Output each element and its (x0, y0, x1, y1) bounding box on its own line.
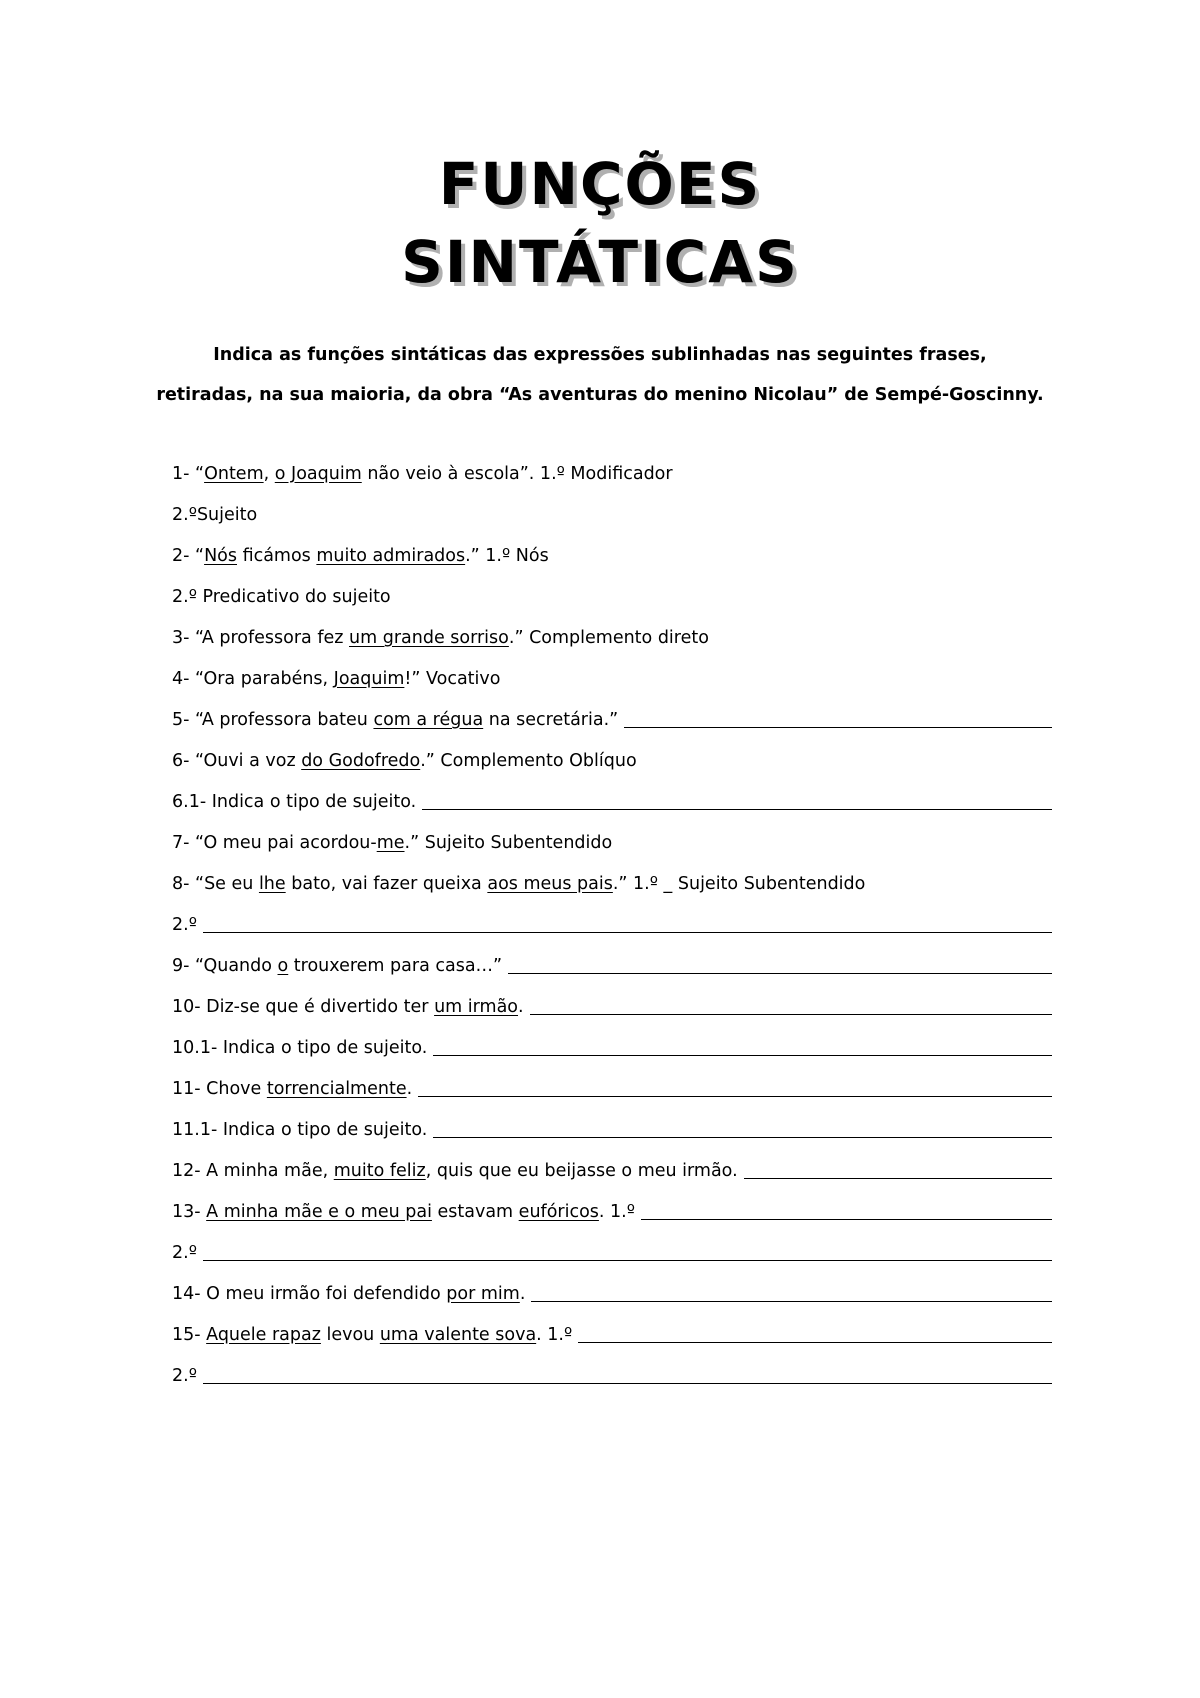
exercise-text: .” 1.º Nós (465, 546, 549, 566)
exercise-text: 15- (172, 1325, 207, 1345)
exercise-line (172, 503, 1052, 544)
exercise-line (172, 954, 1052, 995)
exercise-line (172, 667, 1052, 708)
exercise-line (172, 462, 1052, 503)
underlined-expression: Joaquim (333, 669, 405, 689)
underlined-expression: uma valente sova (379, 1325, 537, 1345)
answer-blank-line[interactable] (641, 1200, 1052, 1220)
exercise-line (172, 749, 1052, 790)
exercise-text: 7- “O meu pai acordou- (172, 833, 377, 853)
underlined-expression: muito feliz (333, 1161, 426, 1181)
exercise-line (172, 1077, 1052, 1118)
underlined-expression: eufóricos (518, 1202, 599, 1222)
underlined-expression: muito admirados (316, 546, 466, 566)
exercise-line (172, 1364, 1052, 1405)
underlined-expression: um grande sorriso (349, 628, 509, 648)
exercise-text: . (406, 1079, 413, 1099)
underlined-expression: torrencialmente (266, 1079, 407, 1099)
exercise-text: estavam (431, 1202, 519, 1222)
answer-blank-line[interactable] (530, 995, 1052, 1015)
exercise-text: . 1.º (598, 1202, 635, 1222)
title-line-1: FUNÇÕES (438, 150, 762, 218)
exercise-line (172, 913, 1052, 954)
exercise-line (172, 585, 1052, 626)
exercise-line (172, 1323, 1052, 1364)
answer-blank-line[interactable] (433, 1036, 1052, 1056)
exercise-text: .” 1.º _ Sujeito Subentendido (612, 874, 866, 894)
instructions-line-2: retiradas, na sua maioria, da obra “As aventuras do menino Nicolau” de Sempé-Goscinny. (156, 385, 1044, 405)
exercise-text: 1- “ (172, 464, 205, 484)
exercise-line (172, 1036, 1052, 1077)
exercise-line (172, 1159, 1052, 1200)
exercise-text: 11- Chove (172, 1079, 267, 1099)
exercise-line (172, 995, 1052, 1036)
answer-blank-line[interactable] (418, 1077, 1052, 1097)
exercise-line (172, 626, 1052, 667)
exercise-text: 14- O meu irmão foi defendido (172, 1284, 447, 1304)
exercise-line (172, 831, 1052, 872)
answer-blank-line[interactable] (203, 1241, 1052, 1261)
underlined-expression: com a régua (373, 710, 484, 730)
exercise-line (172, 1118, 1052, 1159)
answer-blank-line[interactable] (508, 954, 1052, 974)
answer-blank-line[interactable] (203, 913, 1052, 933)
exercise-text: 6.1- Indica o tipo de sujeito. (172, 792, 417, 812)
underlined-expression: o Joaquim (274, 464, 362, 484)
exercise-text: .” Sujeito Subentendido (404, 833, 613, 853)
exercise-text: ficámos (237, 546, 317, 566)
answer-blank-line[interactable] (744, 1159, 1052, 1179)
exercise-text: , quis que eu beijasse o meu irmão. (425, 1161, 738, 1181)
exercise-text: .” Complemento direto (508, 628, 709, 648)
exercise-text: 6- “Ouvi a voz (172, 751, 302, 771)
underlined-expression: um irmão (434, 997, 519, 1017)
underlined-expression: lhe (258, 874, 286, 894)
exercise-text: 12- A minha mãe, (172, 1161, 334, 1181)
exercise-text: trouxerem para casa…” (288, 956, 503, 976)
exercise-line (172, 790, 1052, 831)
exercise-text: bato, vai fazer queixa (285, 874, 488, 894)
exercise-text: 8- “Se eu (172, 874, 259, 894)
exercise-line (172, 544, 1052, 585)
underlined-expression: por mim (446, 1284, 520, 1304)
exercise-line (172, 1200, 1052, 1241)
exercise-text: !” Vocativo (404, 669, 501, 689)
exercise-text: 5- “A professora bateu (172, 710, 374, 730)
underlined-expression: o (277, 956, 289, 976)
exercise-text: 10- Diz-se que é divertido ter (172, 997, 435, 1017)
exercise-text: 2.º (172, 1243, 197, 1263)
exercise-text: 2.º (172, 915, 197, 935)
exercise-text: na secretária.” (483, 710, 619, 730)
title-line-2: SINTÁTICAS (401, 228, 799, 296)
answer-blank-line[interactable] (422, 790, 1052, 810)
exercise-line (172, 1241, 1052, 1282)
exercise-text: . (518, 997, 524, 1017)
exercise-text: 9- “Quando (172, 956, 278, 976)
underlined-expression: Aquele rapaz (206, 1325, 321, 1345)
exercise-text: 10.1- Indica o tipo de sujeito. (172, 1038, 428, 1058)
underlined-expression: aos meus pais (487, 874, 613, 894)
exercise-text: não veio à escola”. 1.º Modificador (361, 464, 673, 484)
exercise-text: , (263, 464, 275, 484)
underlined-expression: Nós (204, 546, 237, 566)
exercise-text: 13- (172, 1202, 207, 1222)
exercise-text: 2.º Predicativo do sujeito (172, 587, 391, 607)
answer-blank-line[interactable] (433, 1118, 1052, 1138)
exercise-line (172, 708, 1052, 749)
exercise-text: 2- “ (172, 546, 205, 566)
answer-blank-line[interactable] (531, 1282, 1052, 1302)
exercise-line (172, 1282, 1052, 1323)
exercise-text: . 1.º (536, 1325, 573, 1345)
exercise-text: levou (320, 1325, 380, 1345)
exercise-text: 4- “Ora parabéns, (172, 669, 334, 689)
exercise-text: .” Complemento Oblíquo (420, 751, 637, 771)
underlined-expression: A minha mãe e o meu pai (206, 1202, 432, 1222)
exercise-text: 11.1- Indica o tipo de sujeito. (172, 1120, 428, 1140)
answer-blank-line[interactable] (624, 708, 1052, 728)
underlined-expression: do Godofredo (301, 751, 421, 771)
underlined-expression: Ontem (204, 464, 264, 484)
exercise-text: 3- “A professora fez (172, 628, 350, 648)
answer-blank-line[interactable] (578, 1323, 1052, 1343)
underlined-expression: me (376, 833, 405, 853)
exercise-text: 2.º (172, 1366, 197, 1386)
instructions-line-1: Indica as funções sintáticas das expressões sublinhadas nas seguintes frases, (213, 345, 987, 365)
exercise-text: 2.ºSujeito (172, 505, 258, 525)
exercise-list (172, 462, 1052, 1405)
exercise-text: . (519, 1284, 526, 1304)
exercise-line (172, 872, 1052, 913)
answer-blank-line[interactable] (203, 1364, 1052, 1384)
